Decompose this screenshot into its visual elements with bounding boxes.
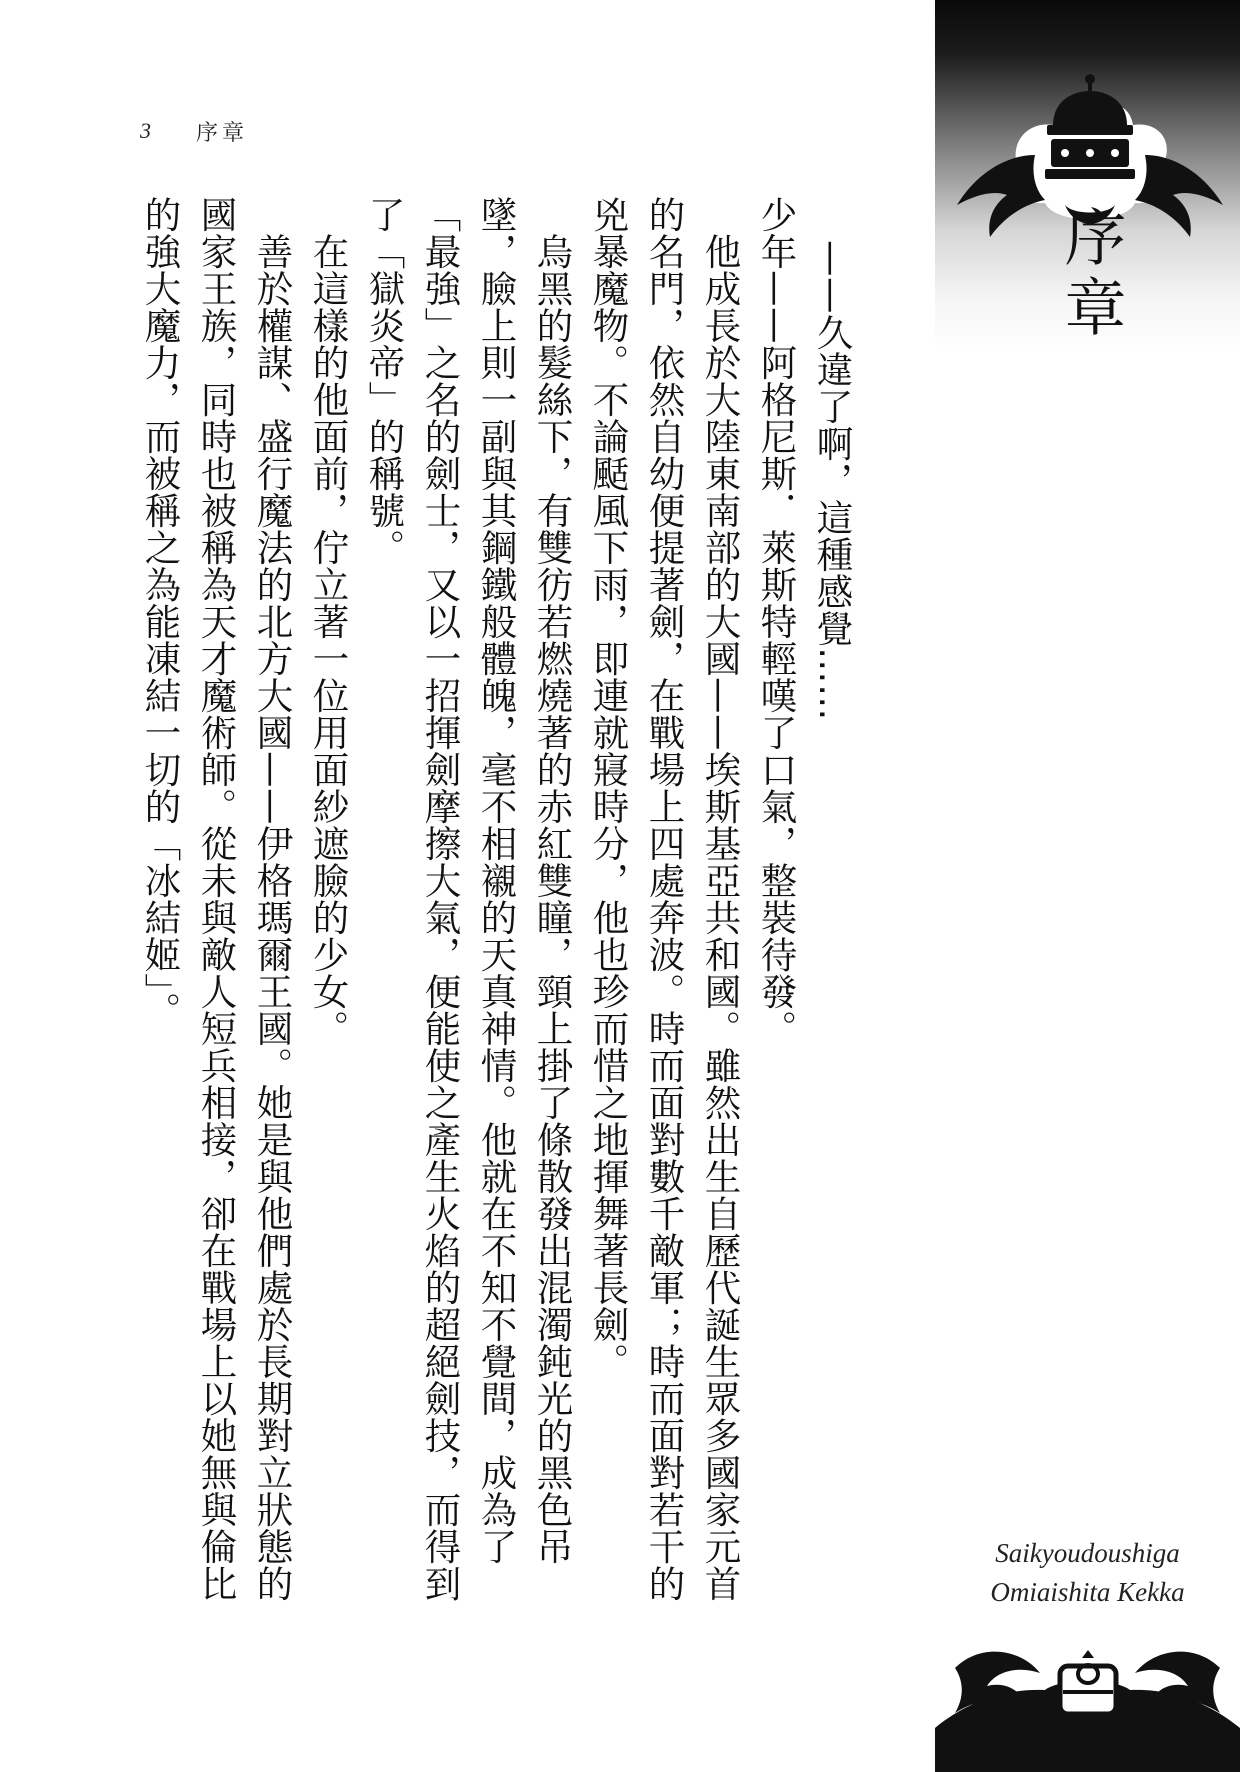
crown-icon xyxy=(1045,74,1135,179)
paragraph: 善於權謀、盛行魔法的北方大國——伊格瑪爾王國。她是與他們處於長期對立狀態的國家王族，同時也被稱為天才魔術師。從未與敵人短兵相接，卻在戰場上以她無與倫比的強大魔力，而被稱之為能凍結一切的「冰結姬」。 xyxy=(139,196,294,1602)
paragraph: 烏黑的髮絲下，有雙彷若燃燒著的赤紅雙瞳，頸上掛了條散發出混濁鈍光的黑色吊墜，臉上則一副與其鋼鐵般體魄，毫不相襯的天真神情。他就在不知不覺間，成為了「最強」之名的劍士，又以一招揮劍摩擦大氣，便能使之產生火焰的超絕劍技，而得到了「獄炎帝」的稱號。 xyxy=(363,196,574,1602)
body-text xyxy=(125,196,860,1616)
series-title-line-2: Omiaishita Kekka xyxy=(990,1577,1185,1607)
chapter-sidebar xyxy=(935,0,1240,1772)
page-number: 3 xyxy=(140,118,151,143)
paragraph: 少年——阿格尼斯．萊斯特輕嘆了口氣，整裝待發。 xyxy=(755,196,798,1047)
paragraph: 在這樣的他面前，佇立著一位用面紗遮臉的少女。 xyxy=(307,232,350,1047)
paragraph: ——久違了啊，這種感覺…… xyxy=(811,239,854,721)
paragraph: 他成長於大陸東南部的大國——埃斯基亞共和國。雖然出生自歷代誕生眾多國家元首的名門，依然自幼便提著劍，在戰場上四處奔波。時而面對數千敵軍；時而面對若干的兇暴魔物。不論颳風下雨，即連就寢時分，他也珍而惜之地揮舞著長劍。 xyxy=(587,196,742,1602)
series-title-line-1: Saikyoudoushiga xyxy=(995,1538,1180,1568)
ring-box-icon xyxy=(1060,1650,1116,1714)
chapter-title: 序章 xyxy=(1054,205,1127,345)
ring-crest-icon xyxy=(935,1608,1240,1772)
running-head: 序章 xyxy=(196,121,249,146)
